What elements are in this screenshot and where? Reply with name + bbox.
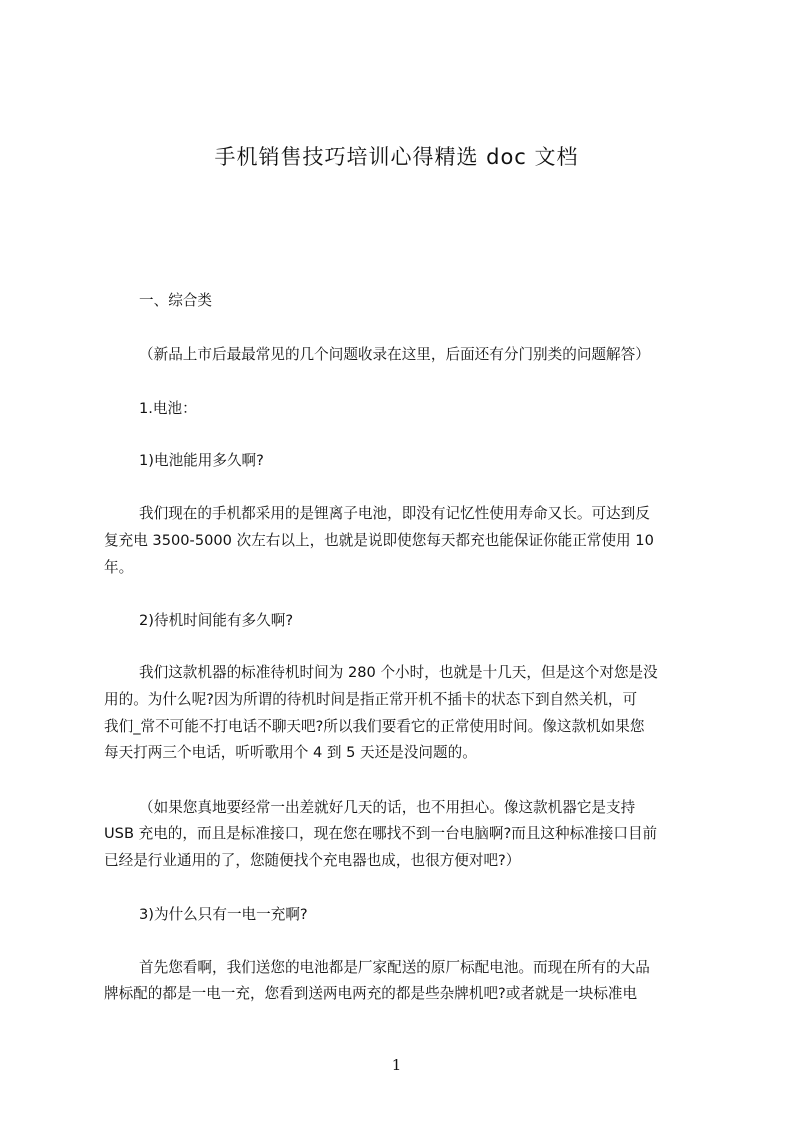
- intro-note: （新品上市后最最常见的几个问题收录在这里，后面还有分门别类的问题解答）: [139, 346, 650, 363]
- question-2: 2)待机时间能有多久啊?: [139, 612, 294, 629]
- answer-1-line: 年。: [104, 559, 134, 576]
- answer-2-line: 我们_常不可能不打电话不聊天吧?所以我们要看它的正常使用时间。像这款机如果您: [104, 718, 645, 735]
- question-3: 3)为什么只有一电一充啊?: [139, 906, 308, 923]
- answer-1-line: 我们现在的手机都采用的是锂离子电池，即没有记忆性使用寿命又长。可达到反: [139, 505, 650, 522]
- answer-3-line: 首先您看啊，我们送您的电池都是厂家配送的原厂标配电池。而现在所有的大品: [139, 959, 650, 976]
- page-number: 1: [391, 1056, 402, 1074]
- answer-2-note-line: （如果您真地要经常一出差就好几天的话，也不用担心。像这款机器它是支持: [139, 799, 636, 816]
- answer-2-note-line: USB 充电的，而且是标准接口，现在您在哪找不到一台电脑啊?而且这种标准接口目前: [104, 825, 658, 842]
- answer-2-line: 我们这款机器的标准待机时间为 280 个小时，也就是十几天，但是这个对您是没: [139, 664, 658, 681]
- topic-heading: 1.电池：: [139, 400, 197, 417]
- answer-2-line: 每天打两三个电话，听听歌用个 4 到 5 天还是没问题的。: [104, 744, 477, 761]
- question-1: 1)电池能用多久啊?: [139, 452, 264, 469]
- answer-1-line: 复充电 3500-5000 次左右以上，也就是说即使您每天都充也能保证你能正常使用 10: [104, 532, 654, 549]
- answer-3-line: 牌标配的都是一电一充，您看到送两电两充的都是些杂牌机吧?或者就是一块标准电: [104, 985, 638, 1002]
- document-title: 手机销售技巧培训心得精选 doc 文档: [214, 145, 579, 169]
- answer-2-line: 用的。为什么呢?因为所谓的待机时间是指正常开机不插卡的状态下到自然关机，可: [104, 691, 638, 708]
- section-heading: 一、综合类: [139, 292, 212, 309]
- answer-2-note-line: 已经是行业通用的了，您随便找个充电器也成，也很方便对吧?）: [104, 852, 521, 869]
